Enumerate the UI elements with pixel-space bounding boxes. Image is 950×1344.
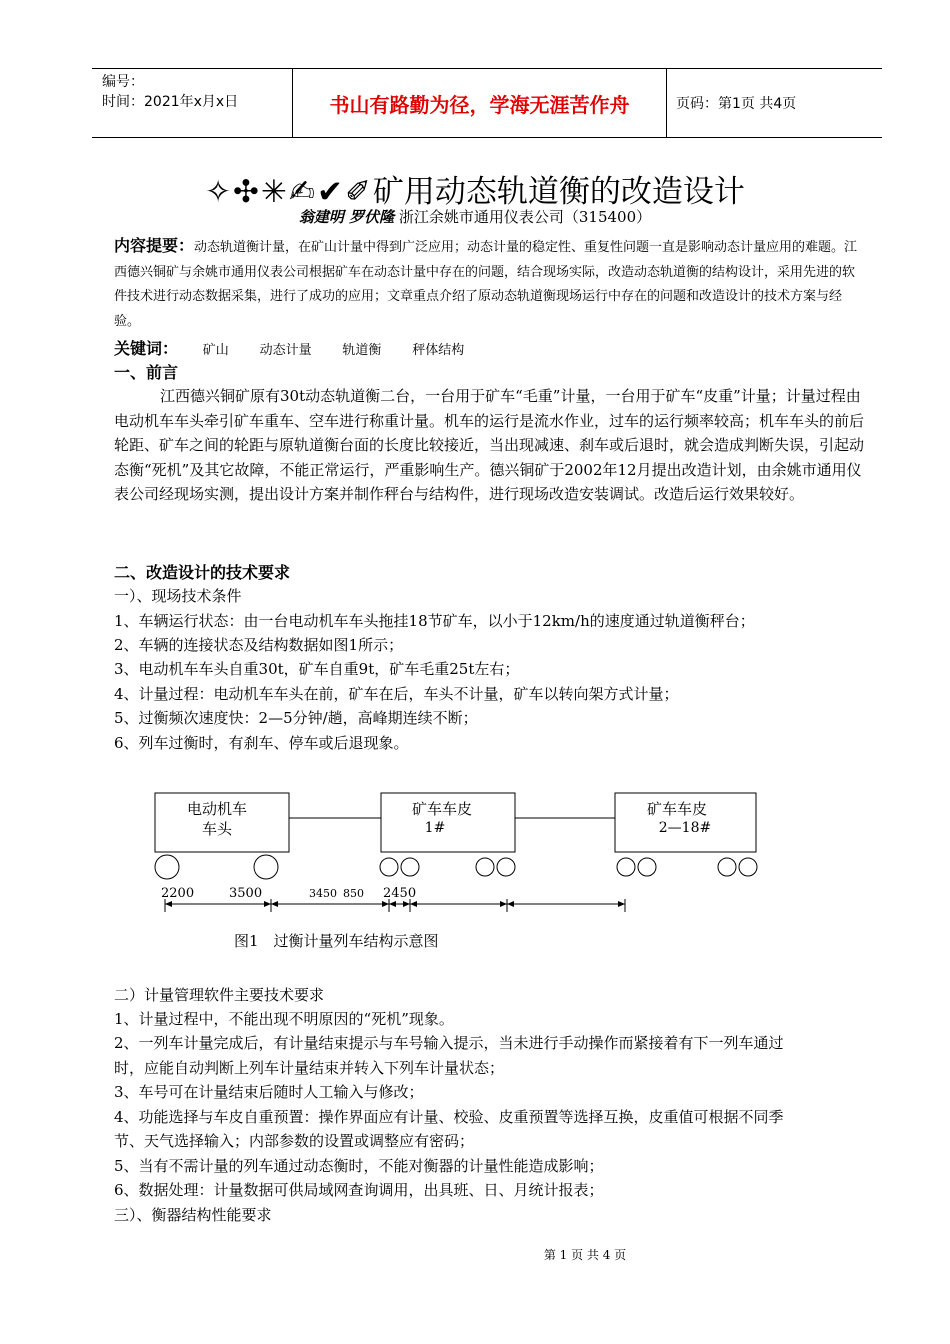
subsection-2-title: 二）计量管理软件主要技术要求 bbox=[114, 986, 325, 1004]
locomotive-label-line2: 车头 bbox=[201, 820, 233, 838]
subsection-1-title: 一）、现场技术条件 bbox=[114, 587, 242, 605]
list-item: 1、计量过程中，不能出现不明原因的“死机”现象。 bbox=[114, 1010, 454, 1028]
list-item: 2、一列车计量完成后，有计量结束提示与车号输入提示，当未进行手动操作而紧接着有下一列车通过 bbox=[114, 1034, 784, 1052]
wheel bbox=[380, 858, 398, 876]
list-item: 4、计量过程：电动机车车头在前，矿车在后，车头不计量，矿车以转向架方式计量； bbox=[114, 685, 679, 703]
title-decorative-symbols: ✧✣✳✍✔✐ bbox=[205, 174, 373, 210]
list-item: 6、数据处理：计量数据可供局域网查询调用，出具班、日、月统计报表； bbox=[114, 1181, 604, 1199]
list-item: 5、过衡频次速度快：2—5分钟/趟，高峰期连续不断； bbox=[114, 709, 478, 727]
section2-heading: 二、改造设计的技术要求 bbox=[114, 563, 291, 582]
wheel bbox=[497, 858, 515, 876]
wheel bbox=[401, 858, 419, 876]
list-item-continuation: 时，应能自动判断上列车计量结束并转入下列车计量状态； bbox=[114, 1059, 505, 1077]
section1-heading: 一、前言 bbox=[114, 363, 179, 382]
abstract-text: 动态轨道衡计量，在矿山计量中得到广泛应用；动态计量的稳定性、重复性问题一直是影响动态计量应用的难题。江西德兴铜矿与余姚市通用仪表公司根据矿车在动态计量中存在的问题，结合现场实际，改造动态轨道衡的结构设计，采用先进的软件技术进行动态数据采集，进行了成功的应用；文章重点介绍了原动态轨道衡现场运行中存在的问题和改造设计的技术方案与经验。 bbox=[114, 240, 858, 329]
keyword-item: 轨道衡 bbox=[342, 343, 382, 358]
list-item: 3、车号可在计量结束后随时人工输入与修改； bbox=[114, 1083, 424, 1101]
keyword-item: 秤体结构 bbox=[412, 343, 465, 358]
list-item: 1、车辆运行状态：由一台电动机车车头拖挂18节矿车，以小于12km/h的速度通过轨道衡秤台； bbox=[114, 612, 755, 630]
dimension-label: 3450 bbox=[309, 887, 337, 900]
list-item-continuation: 节、天气选择输入；内部参数的设置或调整应有密码； bbox=[114, 1132, 475, 1150]
keyword-item: 动态计量 bbox=[259, 343, 312, 358]
car2-label-line2: 2—18# bbox=[658, 820, 712, 836]
dimension-label: 850 bbox=[343, 887, 364, 900]
list-item: 3、电动机车车头自重30t，矿车自重9t，矿车毛重25t左右； bbox=[114, 660, 520, 678]
keyword-item: 矿山 bbox=[202, 343, 229, 358]
list-item: 5、当有不需计量的列车通过动态衡时，不能对衡器的计量性能造成影响； bbox=[114, 1157, 604, 1175]
figure-caption: 图1 过衡计量列车结构示意图 bbox=[234, 932, 439, 950]
dimension-label: 2450 bbox=[383, 886, 417, 901]
wheel bbox=[254, 855, 278, 879]
title-text: 矿用动态轨道衡的改造设计 bbox=[372, 174, 745, 210]
dimension-label: 2200 bbox=[161, 886, 195, 901]
section1-body: 江西德兴铜矿原有30t动态轨道衡二台，一台用于矿车“毛重”计量，一台用于矿车“皮重”计量；计量过程由电动机车车头牵引矿车重车、空车进行称重计量。机车的运行是流水作业，过车的运行频率较高；机车车头的前后轮距、矿车之间的轮距与原轨道衡台面的长度比较接近，当出现减速、刹车或后退时，就会造成判断失误，引起动态衡“死机”及其它故障，不能正常运行，严重影响生产。德兴铜矿于2002年12月提出改造计划，由余姚市通用仪表公司经现场实测，提出设计方案并制作秤台与结构件，进行现场改造安装调试。改造后运行效果较好。 bbox=[114, 387, 865, 503]
page-footer: 第 1 页 共 4 页 bbox=[543, 1248, 627, 1262]
list-item: 4、功能选择与车皮自重预置：操作界面应有计量、校验、皮重预置等选择互换，皮重值可根据不同季 bbox=[114, 1108, 784, 1126]
wheel bbox=[155, 855, 179, 879]
wheel bbox=[718, 858, 736, 876]
car1-label-line1: 矿车车皮 bbox=[411, 800, 473, 818]
wheel bbox=[739, 858, 757, 876]
wheel bbox=[617, 858, 635, 876]
header-page-label: 页码：第1页 共4页 bbox=[676, 96, 797, 112]
wheel bbox=[638, 858, 656, 876]
car1-label-line2: 1# bbox=[424, 820, 446, 836]
keywords-label: 关键词： bbox=[114, 339, 179, 358]
doc-number-label: 编号： bbox=[102, 74, 144, 90]
list-item: 6、列车过衡时，有刹车、停车或后退现象。 bbox=[114, 734, 409, 752]
dimension-label: 3500 bbox=[229, 886, 263, 901]
header-motto: 书山有路勤为径，学海无涯苦作舟 bbox=[292, 69, 667, 137]
wheel bbox=[476, 858, 494, 876]
locomotive-label-line1: 电动机车 bbox=[186, 800, 248, 818]
doc-time-label: 时间：2021年x月x日 bbox=[102, 94, 239, 110]
abstract-label: 内容提要： bbox=[114, 236, 195, 255]
author-names: 翁建明 罗伏隆 bbox=[298, 208, 395, 226]
list-item: 2、车辆的连接状态及结构数据如图1所示； bbox=[114, 636, 404, 654]
car2-label-line1: 矿车车皮 bbox=[646, 800, 708, 818]
author-affiliation: 浙江余姚市通用仪表公司（315400） bbox=[398, 208, 652, 226]
subsection-3-title: 三）、衡器结构性能要求 bbox=[114, 1206, 272, 1224]
